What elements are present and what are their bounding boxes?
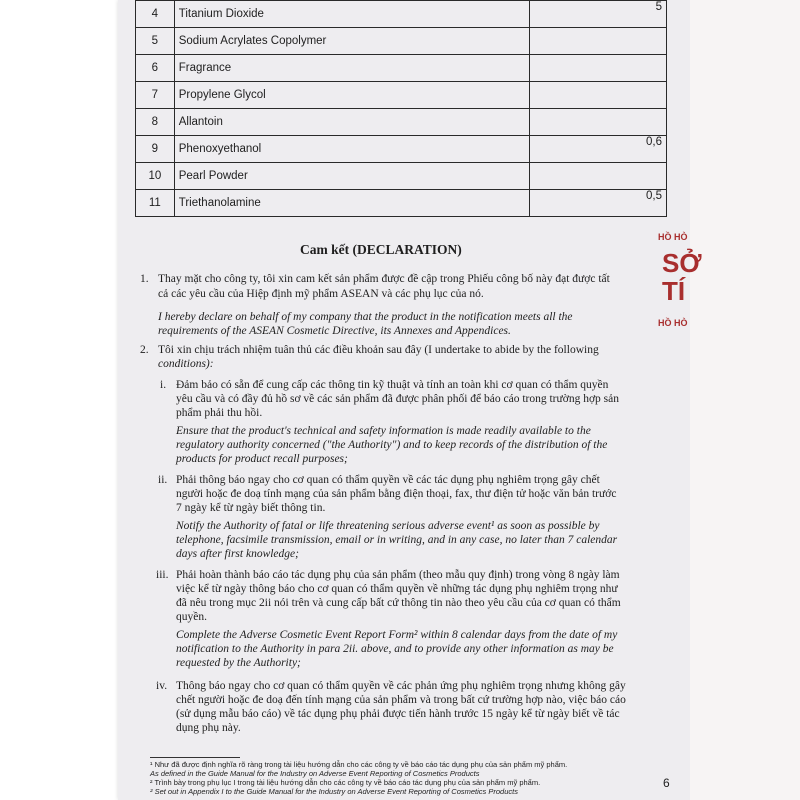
item-ii-en-line-1: Notify the Authority of fatal or life threatening serious adverse event¹ as soon as possible by <box>176 520 600 532</box>
item-iv-vi-line-4: dụng phụ này. <box>176 722 241 734</box>
row-number: 4 <box>136 1 175 28</box>
row-number: 6 <box>136 55 175 82</box>
stamp-line-3: TÍ <box>662 276 686 306</box>
p2-line-1: Tôi xin chịu trách nhiệm tuân thủ các điều khoản sau đây (I undertake to abide by the following <box>158 344 599 356</box>
footnote-2-en: ² Set out in Appendix I to the Guide Manual for the Industry on Adverse Event Reporting of Cosmetics Products <box>150 787 518 796</box>
concentration-value <box>529 109 666 136</box>
footnote-2-vi: ² Trình bày trong phụ lục I trong tài liệu hướng dẫn cho các công ty về báo cáo tác dụng phụ của sản phẩm mỹ phẩm. <box>150 778 541 787</box>
item-ii-vi-line-2: người hoặc đe doạ tính mạng của sản phẩm bằng điện thoại, fax, thư điện tử hoặc văn bản trước <box>176 488 617 500</box>
adjacent-page-edge <box>690 0 800 800</box>
item-ii-vi-line-1: Phải thông báo ngay cho cơ quan có thẩm quyền về các tác dụng phụ nghiêm trọng gây chết <box>176 474 600 486</box>
table-row <box>136 82 667 109</box>
ingredients-table <box>135 0 667 217</box>
concentration-value: 0,6 <box>529 136 666 163</box>
item-ii-number: ii. <box>158 474 168 486</box>
p1-vi-line-1: Thay mặt cho công ty, tôi xin cam kết sản phẩm được đề cập trong Phiếu công bố này đạt được tất <box>158 273 610 285</box>
item-i-vi-line-1: Đảm bảo có sẵn để cung cấp các thông tin kỹ thuật và tính an toàn khi cơ quan có thẩm quyền <box>176 379 609 391</box>
item-i-vi-line-2: yêu cầu và có đầy đủ hồ sơ về các sản phẩm đã được phân phối để báo cáo trong trường hợp sản <box>176 393 619 405</box>
item-ii-en-line-2: telephone, facsimile transmission, email or in writing, and in any case, no later than 7 calendar <box>176 534 618 546</box>
footnote-divider <box>150 757 240 758</box>
row-number: 5 <box>136 28 175 55</box>
row-number: 9 <box>136 136 175 163</box>
concentration-value <box>529 28 666 55</box>
p2-line-2: conditions): <box>158 358 214 370</box>
item-iv-number: iv. <box>156 680 168 692</box>
page-number: 6 <box>663 776 670 790</box>
item-iv-vi-line-1: Thông báo ngay cho cơ quan có thẩm quyền về các phản ứng phụ nghiêm trọng nhưng không gây <box>176 680 626 692</box>
p1-en-line-2: requirements of the ASEAN Cosmetic Directive, its Annexes and Appendices. <box>158 325 511 337</box>
table-row <box>136 1 667 28</box>
ingredient-name: Propylene Glycol <box>174 82 529 109</box>
stamp-line-4: HỒ HÒ <box>658 318 688 328</box>
concentration-value: 0,5 <box>529 190 666 217</box>
row-number: 10 <box>136 163 175 190</box>
item-i-vi-line-3: phẩm phải thu hồi. <box>176 407 263 419</box>
item-iii-vi-line-1: Phải hoàn thành báo cáo tác dụng phụ của sản phẩm (theo mẫu quy định) trong vòng 8 ngày làm <box>176 569 620 581</box>
row-number: 8 <box>136 109 175 136</box>
ingredient-name: Sodium Acrylates Copolymer <box>174 28 529 55</box>
stamp-line-1: HỒ HÒ <box>658 232 688 242</box>
stamp-line-2: SỞ <box>662 248 702 278</box>
table-row <box>136 136 667 163</box>
item-ii-vi-line-3: 7 ngày kể từ ngày biết thông tin. <box>176 502 326 514</box>
row-number: 7 <box>136 82 175 109</box>
item-iii-en-line-1: Complete the Adverse Cosmetic Event Report Form² within 8 calendar days from the date of my <box>176 629 618 641</box>
item-iii-en-line-2: notification to the Authority in para 2ii. above, and to provide any other information as may be <box>176 643 614 655</box>
concentration-value <box>529 55 666 82</box>
ingredient-name: Phenoxyethanol <box>174 136 529 163</box>
item-iv-vi-line-3: (sử dụng mẫu báo cáo) về tác dụng phụ phải được tiến hành trước 15 ngày kể từ ngày biết về tác <box>176 708 620 720</box>
footnote-1-vi: ¹ Như đã được định nghĩa rõ ràng trong tài liệu hướng dẫn cho các công ty về báo cáo tác dụng phụ của sản phẩm mỹ phẩm. <box>150 760 568 769</box>
p1-number: 1. <box>140 273 149 285</box>
table-row <box>136 28 667 55</box>
item-iii-vi-line-4: quyền. <box>176 611 207 623</box>
item-i-en-line-3: products for product recall purposes; <box>176 453 348 465</box>
item-iii-vi-line-2: việc kể từ ngày thông báo cho cơ quan có thẩm quyền về những tác dụng phụ nghiêm trọng như <box>176 583 618 595</box>
ingredient-name: Titanium Dioxide <box>174 1 529 28</box>
row-number: 11 <box>136 190 175 217</box>
table-row <box>136 109 667 136</box>
declaration-title: Cam kết (DECLARATION) <box>300 242 462 257</box>
item-i-en-line-1: Ensure that the product's technical and safety information is made readily available to the <box>176 425 591 437</box>
item-iii-en-line-3: requested by the Authority; <box>176 657 301 669</box>
item-iii-number: iii. <box>156 569 169 581</box>
p1-en-line-1: I hereby declare on behalf of my company that the product in the notification meets all the <box>158 311 573 323</box>
ingredient-name: Fragrance <box>174 55 529 82</box>
p1-vi-line-2: cả các yêu cầu của Hiệp định mỹ phẩm ASEAN và các phụ lục của nó. <box>158 288 484 300</box>
concentration-value <box>529 163 666 190</box>
table-row <box>136 163 667 190</box>
concentration-value: 5 <box>529 1 666 28</box>
ingredient-name: Allantoin <box>174 109 529 136</box>
ingredient-name: Pearl Powder <box>174 163 529 190</box>
concentration-value <box>529 82 666 109</box>
p2-number: 2. <box>140 344 149 356</box>
item-ii-en-line-3: days after first knowledge; <box>176 548 299 560</box>
item-iii-vi-line-3: đã nêu trong mục 2ii nói trên và cung cấp bất cứ thông tin nào theo yêu cầu của cơ quan có thẩm <box>176 597 621 609</box>
item-i-number: i. <box>160 379 167 391</box>
footnote-1-en: As defined in the Guide Manual for the Industry on Adverse Event Reporting of Cosmetics Products <box>150 769 480 778</box>
item-iv-vi-line-2: chết người hoặc đe doạ đến tính mạng của sản phẩm và trong bất cứ trường hợp nào, việc báo cáo <box>176 694 626 706</box>
ingredient-name: Triethanolamine <box>174 190 529 217</box>
item-i-en-line-2: regulatory authority concerned ("the Authority") and to keep records of the distribution of the <box>176 439 608 451</box>
table-row <box>136 190 667 217</box>
table-row <box>136 55 667 82</box>
